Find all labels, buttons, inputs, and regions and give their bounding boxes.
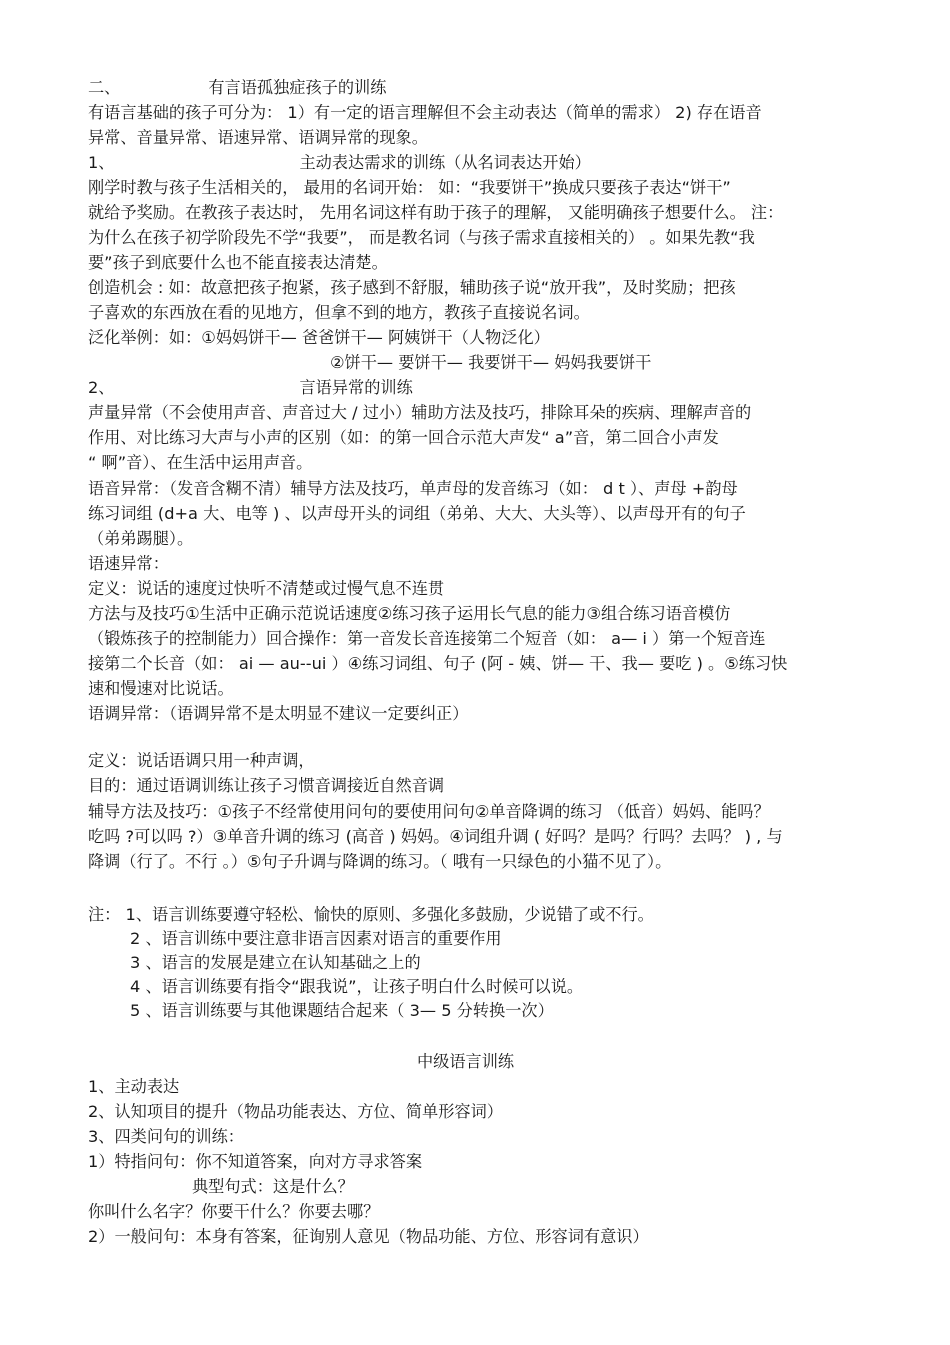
paragraph-line: 创造机会 : 如：故意把孩子抱紧，孩子感到不舒服，辅助孩子说“放开我”，及时奖励；把孩: [88, 278, 736, 297]
part-2-number: 2、: [88, 378, 115, 397]
paragraph-line: ②饼干— 要饼干— 我要饼干— 妈妈我要饼干: [330, 353, 652, 372]
section-2-heading: [88, 76, 386, 100]
section-2-title: 有言语孤独症孩子的训练: [208, 78, 387, 97]
paragraph-line: 方法与及技巧①生活中正确示范说话速度②练习孩子运用长气息的能力③组合练习语音模仿: [88, 604, 731, 623]
paragraph-line: 语调异常：（语调异常不是太明显不建议一定要纠正）: [88, 704, 469, 723]
paragraph-line: 速和慢速对比说话。: [88, 679, 234, 698]
section-2-intro-line-1: 有语言基础的孩子可分为： 1）有一定的语言理解但不会主动表达（简单的需求） 2) 存在语音: [88, 103, 762, 122]
list-item: 1、主动表达: [88, 1077, 180, 1096]
paragraph-line: 辅导方法及技巧：①孩子不经常使用问句的要使用问句②单音降调的练习 （低音）妈妈、能吗？: [88, 802, 770, 821]
list-item: 2、认知项目的提升（物品功能表达、方位、简单形容词）: [88, 1102, 503, 1121]
paragraph-line: “ 啊”音）、在生活中运用声音。: [88, 453, 313, 472]
paragraph-line: （弟弟踢腿）。: [88, 529, 194, 548]
list-item: 1）特指问句：你不知道答案，向对方寻求答案: [88, 1152, 423, 1171]
paragraph-line: 声量异常（不会使用声音、声音过大 / 过小）辅助方法及技巧，排除耳朵的疾病、理解声音的: [88, 403, 752, 422]
paragraph-line: 吃吗 ?可以吗 ?）③单音升调的练习 (高音 ) 妈妈。④词组升调 ( 好吗？是吗？行吗？去吗？ ) , 与: [88, 827, 783, 846]
paragraph-line: 要”孩子到底要什么也不能直接表达清楚。: [88, 253, 388, 272]
paragraph-line: 定义：说话的速度过快听不清楚或过慢气息不连贯: [88, 579, 445, 598]
paragraph-line: （锻炼孩子的控制能力）回合操作：第一音发长音连接第二个短音（如： a— i ）第一个短音连: [88, 629, 766, 648]
paragraph-line: 目的：通过语调训练让孩子习惯音调接近自然音调: [88, 776, 445, 795]
paragraph-line: 为什么在孩子初学阶段先不学“我要”， 而是教名词（与孩子需求直接相关的） 。如果先教“我: [88, 228, 755, 247]
part-1-heading: [88, 151, 591, 175]
note-line: 4 、语言训练要有指令“跟我说”，让孩子明白什么时候可以说。: [130, 977, 584, 996]
paragraph-line: 语音异常：（发音含糊不清）辅导方法及技巧，单声母的发音练习（如： d t ）、声母 +韵母: [88, 479, 738, 498]
note-line: 3 、语言的发展是建立在认知基础之上的: [130, 953, 421, 972]
part-2-title: 言语异常的训练: [299, 378, 413, 397]
paragraph-line: 语速异常：: [88, 554, 169, 573]
paragraph-line: 练习词组 (d+a 大、电等 ) 、以声母开头的词组（弟弟、大大、大头等）、以声母开有的句子: [88, 504, 746, 523]
section-title: 中级语言训练: [417, 1052, 515, 1071]
list-item: 2）一般问句：本身有答案，征询别人意见（物品功能、方位、形容词有意识）: [88, 1227, 649, 1246]
paragraph-line: 降调（行了。不行 。）⑤句子升调与降调的练习。（ 哦有一只绿色的小猫不见了）。: [88, 852, 672, 871]
part-2-heading: [88, 376, 413, 400]
section-2-intro-line-2: 异常、音量异常、语速异常、语调异常的现象。: [88, 128, 428, 147]
paragraph-line: 就给予奖励。在教孩子表达时， 先用名词这样有助于孩子的理解， 又能明确孩子想要什么。 注：: [88, 203, 784, 222]
list-item: 你叫什么名字？你要干什么？你要去哪？: [88, 1202, 380, 1221]
part-1-title: 主动表达需求的训练（从名词表达开始）: [299, 153, 591, 172]
list-item: 典型句式：这是什么？: [192, 1177, 354, 1196]
list-item: 3、四类问句的训练：: [88, 1127, 244, 1146]
paragraph-line: 刚学时教与孩子生活相关的， 最用的名词开始： 如：“我要饼干”换成只要孩子表达“饼干”: [88, 178, 731, 197]
paragraph-line: 作用、对比练习大声与小声的区别（如：的第一回合示范大声发“ a”音，第二回合小声发: [88, 428, 719, 447]
paragraph-line: 泛化举例：如：①妈妈饼干— 爸爸饼干— 阿姨饼干（人物泛化）: [88, 328, 550, 347]
paragraph-line: 定义：说话语调只用一种声调，: [88, 751, 315, 770]
section-2-number: 二、: [88, 78, 121, 97]
note-line: 2 、语言训练中要注意非语言因素对语言的重要作用: [130, 929, 502, 948]
paragraph-line: 子喜欢的东西放在看的见地方，但拿不到的地方，教孩子直接说名词。: [88, 303, 590, 322]
part-1-number: 1、: [88, 153, 115, 172]
paragraph-line: 接第二个长音（如： ai — au--ui ）④练习词组、句子 (阿 - 姨、饼— 干、我— 要吃 ) 。⑤练习快: [88, 654, 788, 673]
note-line: 注： 1、语言训练要遵守轻松、愉快的原则、多强化多鼓励，少说错了或不行。: [88, 905, 654, 924]
note-line: 5 、语言训练要与其他课题结合起来（ 3— 5 分转换一次）: [130, 1001, 554, 1020]
